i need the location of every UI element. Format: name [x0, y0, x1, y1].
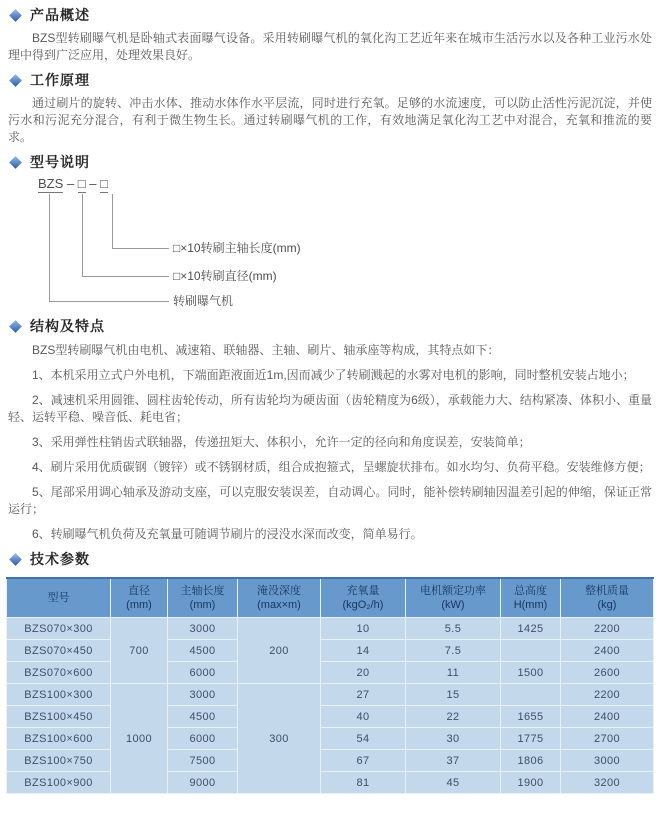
specs-header-row	[7, 578, 654, 618]
section-title-features	[8, 316, 652, 336]
table-cell: 1500	[501, 662, 561, 684]
model-code-box: □	[77, 176, 86, 191]
section-title-specs	[8, 549, 652, 569]
table-cell: BZS100×750	[7, 750, 111, 772]
table-cell: 15	[406, 684, 501, 706]
table-cell: BZS070×300	[7, 618, 111, 640]
table-cell: 3000	[561, 750, 654, 772]
diamond-bullet-icon	[9, 156, 22, 169]
table-cell: 27	[321, 684, 406, 706]
table-cell: 10	[321, 618, 406, 640]
table-cell: 2200	[561, 684, 654, 706]
table-cell: BZS100×300	[7, 684, 111, 706]
table-cell: BZS100×900	[7, 772, 111, 794]
specs-table	[6, 577, 654, 794]
table-cell: 37	[406, 750, 501, 772]
table-cell: 9000	[168, 772, 238, 794]
diagram-label-diameter: □×10转刷直径(mm)	[173, 269, 277, 283]
table-cell: 6000	[168, 728, 238, 750]
column-header: 总高度 H(mm)	[501, 578, 561, 618]
table-row	[7, 640, 654, 662]
table-cell: 2400	[561, 640, 654, 662]
diamond-bullet-icon	[9, 320, 22, 333]
section-title-overview	[8, 5, 652, 25]
table-cell: 54	[321, 728, 406, 750]
table-cell: 2600	[561, 662, 654, 684]
table-cell: 3000	[168, 618, 238, 640]
diamond-bullet-icon	[9, 74, 22, 87]
table-cell: 3200	[561, 772, 654, 794]
table-row	[7, 772, 654, 794]
diagram-label-shaft-length: □×10转刷主轴长度(mm)	[173, 241, 301, 255]
model-code-box: □	[100, 176, 108, 191]
table-cell: 1900	[501, 772, 561, 794]
model-code	[38, 176, 108, 191]
model-code-separator: –	[85, 176, 101, 191]
table-cell	[501, 684, 561, 706]
table-cell: 200	[238, 618, 321, 684]
section-title-model	[8, 152, 652, 172]
section-title-text: 结构及特点	[30, 318, 105, 334]
table-cell: 300	[238, 684, 321, 794]
model-code-diagram	[8, 176, 652, 316]
table-cell: BZS100×450	[7, 706, 111, 728]
table-cell: BZS070×450	[7, 640, 111, 662]
model-code-separator: –	[63, 176, 78, 191]
table-row	[7, 618, 654, 640]
table-row	[7, 728, 654, 750]
column-header: 淹没深度 (max×m)	[238, 578, 321, 618]
section-title-text: 技术参数	[30, 551, 90, 567]
principle-paragraph: 通过刷片的旋转、冲击水体、推动水体作水平层流，同时进行充氧。足够的水流速度，可以防止活性污泥沉淀，并使污水和污泥充分混合，有利于微生物生长。通过转刷曝气机的工作，有效地满足氧化沟工艺中对混合，充氧和推流的要求。	[8, 96, 652, 144]
table-cell: 3000	[168, 684, 238, 706]
section-title-text: 工作原理	[30, 72, 90, 88]
table-cell: 2200	[561, 618, 654, 640]
model-code-prefix: BZS	[38, 176, 64, 191]
column-header: 充氧量 (kgO₂/h)	[321, 578, 406, 618]
feature-item-3: 3、采用弹性柱销齿式联轴器，传递扭矩大、体积小，允许一定的径向和角度误差，安装简单；	[32, 435, 531, 449]
table-row	[7, 706, 654, 728]
table-cell: 2700	[561, 728, 654, 750]
table-cell: 1775	[501, 728, 561, 750]
table-cell: 67	[321, 750, 406, 772]
overview-paragraph: BZS型转刷曝气机是卧轴式表面曝气设备。采用转刷曝气机的氧化沟工艺近年来在城市生活污水以及各种工业污水处理中得到广泛应用，处理效果良好。	[8, 31, 652, 62]
section-title-text: 产品概述	[30, 7, 90, 23]
table-cell: 5.5	[406, 618, 501, 640]
column-header: 型号	[7, 578, 111, 618]
diamond-bullet-icon	[9, 9, 22, 22]
table-cell: 40	[321, 706, 406, 728]
feature-item-5: 5、尾部采用调心轴承及游动支座，可以克服安装误差，自动调心。同时，能补偿转刷轴因温差引起的伸缩，保证正常运行；	[8, 485, 652, 516]
table-cell: 81	[321, 772, 406, 794]
connector-line-shaft-length	[112, 194, 169, 249]
column-header: 整机质量 (kg)	[561, 578, 654, 618]
table-cell: BZS100×600	[7, 728, 111, 750]
table-cell: 4500	[168, 640, 238, 662]
table-row	[7, 662, 654, 684]
feature-item-6: 6、转刷曝气机负荷及充氧量可随调节刷片的浸没水深而改变，简单易行。	[32, 527, 423, 541]
table-cell: 2400	[561, 706, 654, 728]
section-title-principle	[8, 70, 652, 90]
feature-item-2: 2、减速机采用圆锥、圆柱齿轮传动，所有齿轮均为硬齿面（齿轮精度为6级），承载能力大、结构紧凑、体积小、重量轻、运转平稳、噪音低、耗电省；	[8, 393, 652, 424]
table-cell: 1000	[111, 684, 168, 794]
table-cell: 6000	[168, 662, 238, 684]
table-cell: 20	[321, 662, 406, 684]
feature-item-4: 4、刷片采用优质碳钢（镀锌）或不锈钢材质，组合成抱箍式，呈螺旋状排布。如水均匀、负荷平稳。安装维修方便；	[32, 460, 651, 474]
table-row	[7, 750, 654, 772]
table-cell: 45	[406, 772, 501, 794]
table-cell: 1806	[501, 750, 561, 772]
section-title-text: 型号说明	[30, 154, 90, 170]
table-cell: 7500	[168, 750, 238, 772]
diagram-label-product-name: 转刷曝气机	[173, 294, 234, 308]
table-cell: 14	[321, 640, 406, 662]
table-cell: 4500	[168, 706, 238, 728]
table-cell: BZS070×600	[7, 662, 111, 684]
diamond-bullet-icon	[9, 553, 22, 566]
table-row	[7, 684, 654, 706]
table-cell: 30	[406, 728, 501, 750]
feature-item-1: 1、本机采用立式户外电机，下端面距液面近1m,因而减少了转刷溅起的水雾对电机的影响，同时整机安装占地小；	[32, 368, 635, 382]
features-intro: BZS型转刷曝气机由电机、减速箱、联轴器、主轴、刷片、轴承座等构成，其特点如下：	[32, 343, 500, 357]
table-cell	[501, 640, 561, 662]
table-cell: 1425	[501, 618, 561, 640]
table-cell: 7.5	[406, 640, 501, 662]
column-header: 直径 (mm)	[111, 578, 168, 618]
column-header: 主轴长度 (mm)	[168, 578, 238, 618]
table-cell: 22	[406, 706, 501, 728]
table-cell: 11	[406, 662, 501, 684]
table-cell: 700	[111, 618, 168, 684]
table-cell: 1655	[501, 706, 561, 728]
column-header: 电机额定功率 (kW)	[406, 578, 501, 618]
